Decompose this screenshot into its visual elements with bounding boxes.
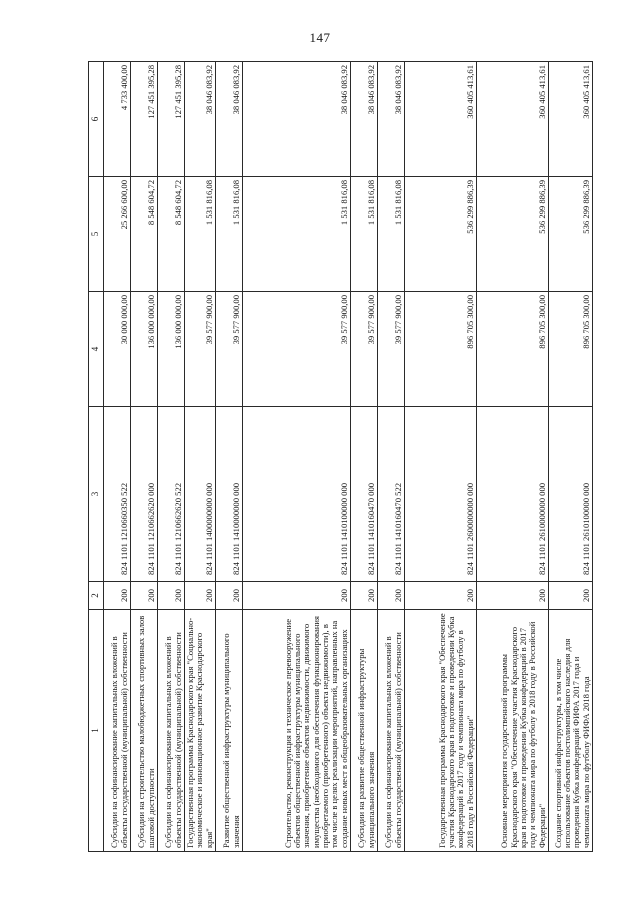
row-value-6: 360 405 413,61 — [476, 62, 548, 177]
row-code: 200 — [242, 582, 350, 610]
row-value-6: 38 046 083,92 — [377, 62, 404, 177]
table-row — [131, 62, 158, 852]
row-value-6: 360 405 413,61 — [404, 62, 476, 177]
table-row — [158, 62, 185, 852]
row-value-5: 8 548 604,72 — [158, 177, 185, 292]
row-classification: 824 1101 1410160470 522 — [377, 407, 404, 582]
row-value-5: 1 531 816,08 — [350, 177, 377, 292]
row-classification: 824 1101 1410100000 000 — [242, 407, 350, 582]
header-col-5: 5 — [89, 177, 104, 292]
row-code: 200 — [548, 582, 592, 610]
header-col-3: 3 — [89, 407, 104, 582]
row-code: 200 — [104, 582, 131, 610]
row-code: 200 — [131, 582, 158, 610]
row-value-4: 30 000 000,00 — [104, 292, 131, 407]
row-value-6: 127 451 395,28 — [131, 62, 158, 177]
row-value-4: 136 000 000,00 — [131, 292, 158, 407]
row-classification: 824 1101 1410160470 000 — [350, 407, 377, 582]
header-col-4: 4 — [89, 292, 104, 407]
row-value-6: 38 046 083,92 — [185, 62, 216, 177]
row-value-4: 39 577 900,00 — [242, 292, 350, 407]
row-code: 200 — [158, 582, 185, 610]
row-value-6: 127 451 395,28 — [158, 62, 185, 177]
row-value-4: 39 577 900,00 — [350, 292, 377, 407]
table-row — [104, 62, 131, 852]
row-value-5: 536 299 886,39 — [548, 177, 592, 292]
row-classification: 824 1101 1400000000 000 — [185, 407, 216, 582]
row-classification: 824 1101 1210662620 000 — [131, 407, 158, 582]
row-name: Развитие общественной инфраструктуры муниципального значения — [215, 610, 242, 852]
row-name: Строительство, реконструкция и техническое перевооружение объектов общественной инфраструктуры муниципального значения, приобретение объектов недвижимости, движимого имущества (необходимого для обеспечения функционирования приобретаемого (приобретенного) объекта недвижимости), в том числе в целях реализации мероприятий, направленных на создание новых мест в общеобразовательных организациях — [242, 610, 350, 852]
budget-table — [88, 61, 593, 852]
row-name: Создание спортивной инфраструктуры, в том числе использование объектов постолимпийского наследия для проведения Кубка конфедераций ФИФА 2017 года и чемпионата мира по футболу ФИФА 2018 года — [548, 610, 592, 852]
row-code: 200 — [185, 582, 216, 610]
row-classification: 824 1101 2600000000 000 — [404, 407, 476, 582]
row-code: 200 — [215, 582, 242, 610]
row-name: Субсидии на строительство малобюджетных спортивных залов шаговой доступности — [131, 610, 158, 852]
header-col-6: 6 — [89, 62, 104, 177]
row-code: 200 — [476, 582, 548, 610]
row-value-4: 896 705 300,00 — [548, 292, 592, 407]
row-name: Субсидии на софинансирование капитальных вложений в объекты государственной (муниципальной) собственности — [377, 610, 404, 852]
table-row — [242, 62, 350, 852]
table-row — [185, 62, 216, 852]
table-row — [215, 62, 242, 852]
header-col-1: 1 — [89, 610, 104, 852]
page-number: 147 — [309, 30, 331, 45]
row-value-6: 4 733 400,00 — [104, 62, 131, 177]
row-name: Государственная программа Краснодарского края "Социально-экономическое и инновационное развитие Краснодарского края" — [185, 610, 216, 852]
table-header-row — [89, 62, 104, 852]
row-value-5: 536 299 886,39 — [476, 177, 548, 292]
row-value-4: 39 577 900,00 — [185, 292, 216, 407]
row-name: Государственная программа Краснодарского края "Обеспечение участия Краснодарского края в подготовке и проведении Кубка конфедераций в 2017 году и чемпионата мира по футболу в 2018 году в Российской Федерации" — [404, 610, 476, 852]
row-value-5: 1 531 816,08 — [377, 177, 404, 292]
row-value-4: 896 705 300,00 — [476, 292, 548, 407]
row-name: Субсидии на развитие общественной инфраструктуры муниципального значения — [350, 610, 377, 852]
row-classification: 824 1101 2610000000 000 — [476, 407, 548, 582]
row-code: 200 — [350, 582, 377, 610]
row-value-6: 38 046 083,92 — [215, 62, 242, 177]
row-value-5: 8 548 604,72 — [131, 177, 158, 292]
row-value-4: 136 000 000,00 — [158, 292, 185, 407]
table-row — [476, 62, 548, 852]
table-row — [404, 62, 476, 852]
table-row — [548, 62, 592, 852]
row-value-5: 1 531 816,08 — [185, 177, 216, 292]
row-classification: 824 1101 2610100000 000 — [548, 407, 592, 582]
row-value-4: 39 577 900,00 — [377, 292, 404, 407]
header-col-2: 2 — [89, 582, 104, 610]
row-name: Субсидии на софинансирование капитальных вложений в объекты государственной (муниципальной) собственности — [104, 610, 131, 852]
rotated-table-frame — [88, 62, 591, 852]
row-classification: 824 1101 1210662620 522 — [158, 407, 185, 582]
row-classification: 824 1101 1210660350 522 — [104, 407, 131, 582]
row-value-6: 360 405 413,61 — [548, 62, 592, 177]
row-value-5: 1 531 816,08 — [242, 177, 350, 292]
row-classification: 824 1101 1410000000 000 — [215, 407, 242, 582]
row-code: 200 — [404, 582, 476, 610]
rotated-table-content — [88, 62, 591, 852]
row-value-5: 536 299 886,39 — [404, 177, 476, 292]
row-value-6: 38 046 083,92 — [350, 62, 377, 177]
row-value-4: 896 705 300,00 — [404, 292, 476, 407]
row-name: Основные мероприятия государственной программы Краснодарского края "Обеспечение участия Краснодарского края в подготовке и проведении Кубка конфедераций в 2017 году и чемпионата мира по футболу в 2018 году в Российской Федерации" — [476, 610, 548, 852]
row-value-4: 39 577 900,00 — [215, 292, 242, 407]
row-value-5: 1 531 816,08 — [215, 177, 242, 292]
row-value-5: 25 266 600,00 — [104, 177, 131, 292]
row-value-6: 38 046 083,92 — [242, 62, 350, 177]
table-row — [350, 62, 377, 852]
row-code: 200 — [377, 582, 404, 610]
table-row — [377, 62, 404, 852]
row-name: Субсидии на софинансирование капитальных вложений в объекты государственной (муниципальной) собственности — [158, 610, 185, 852]
